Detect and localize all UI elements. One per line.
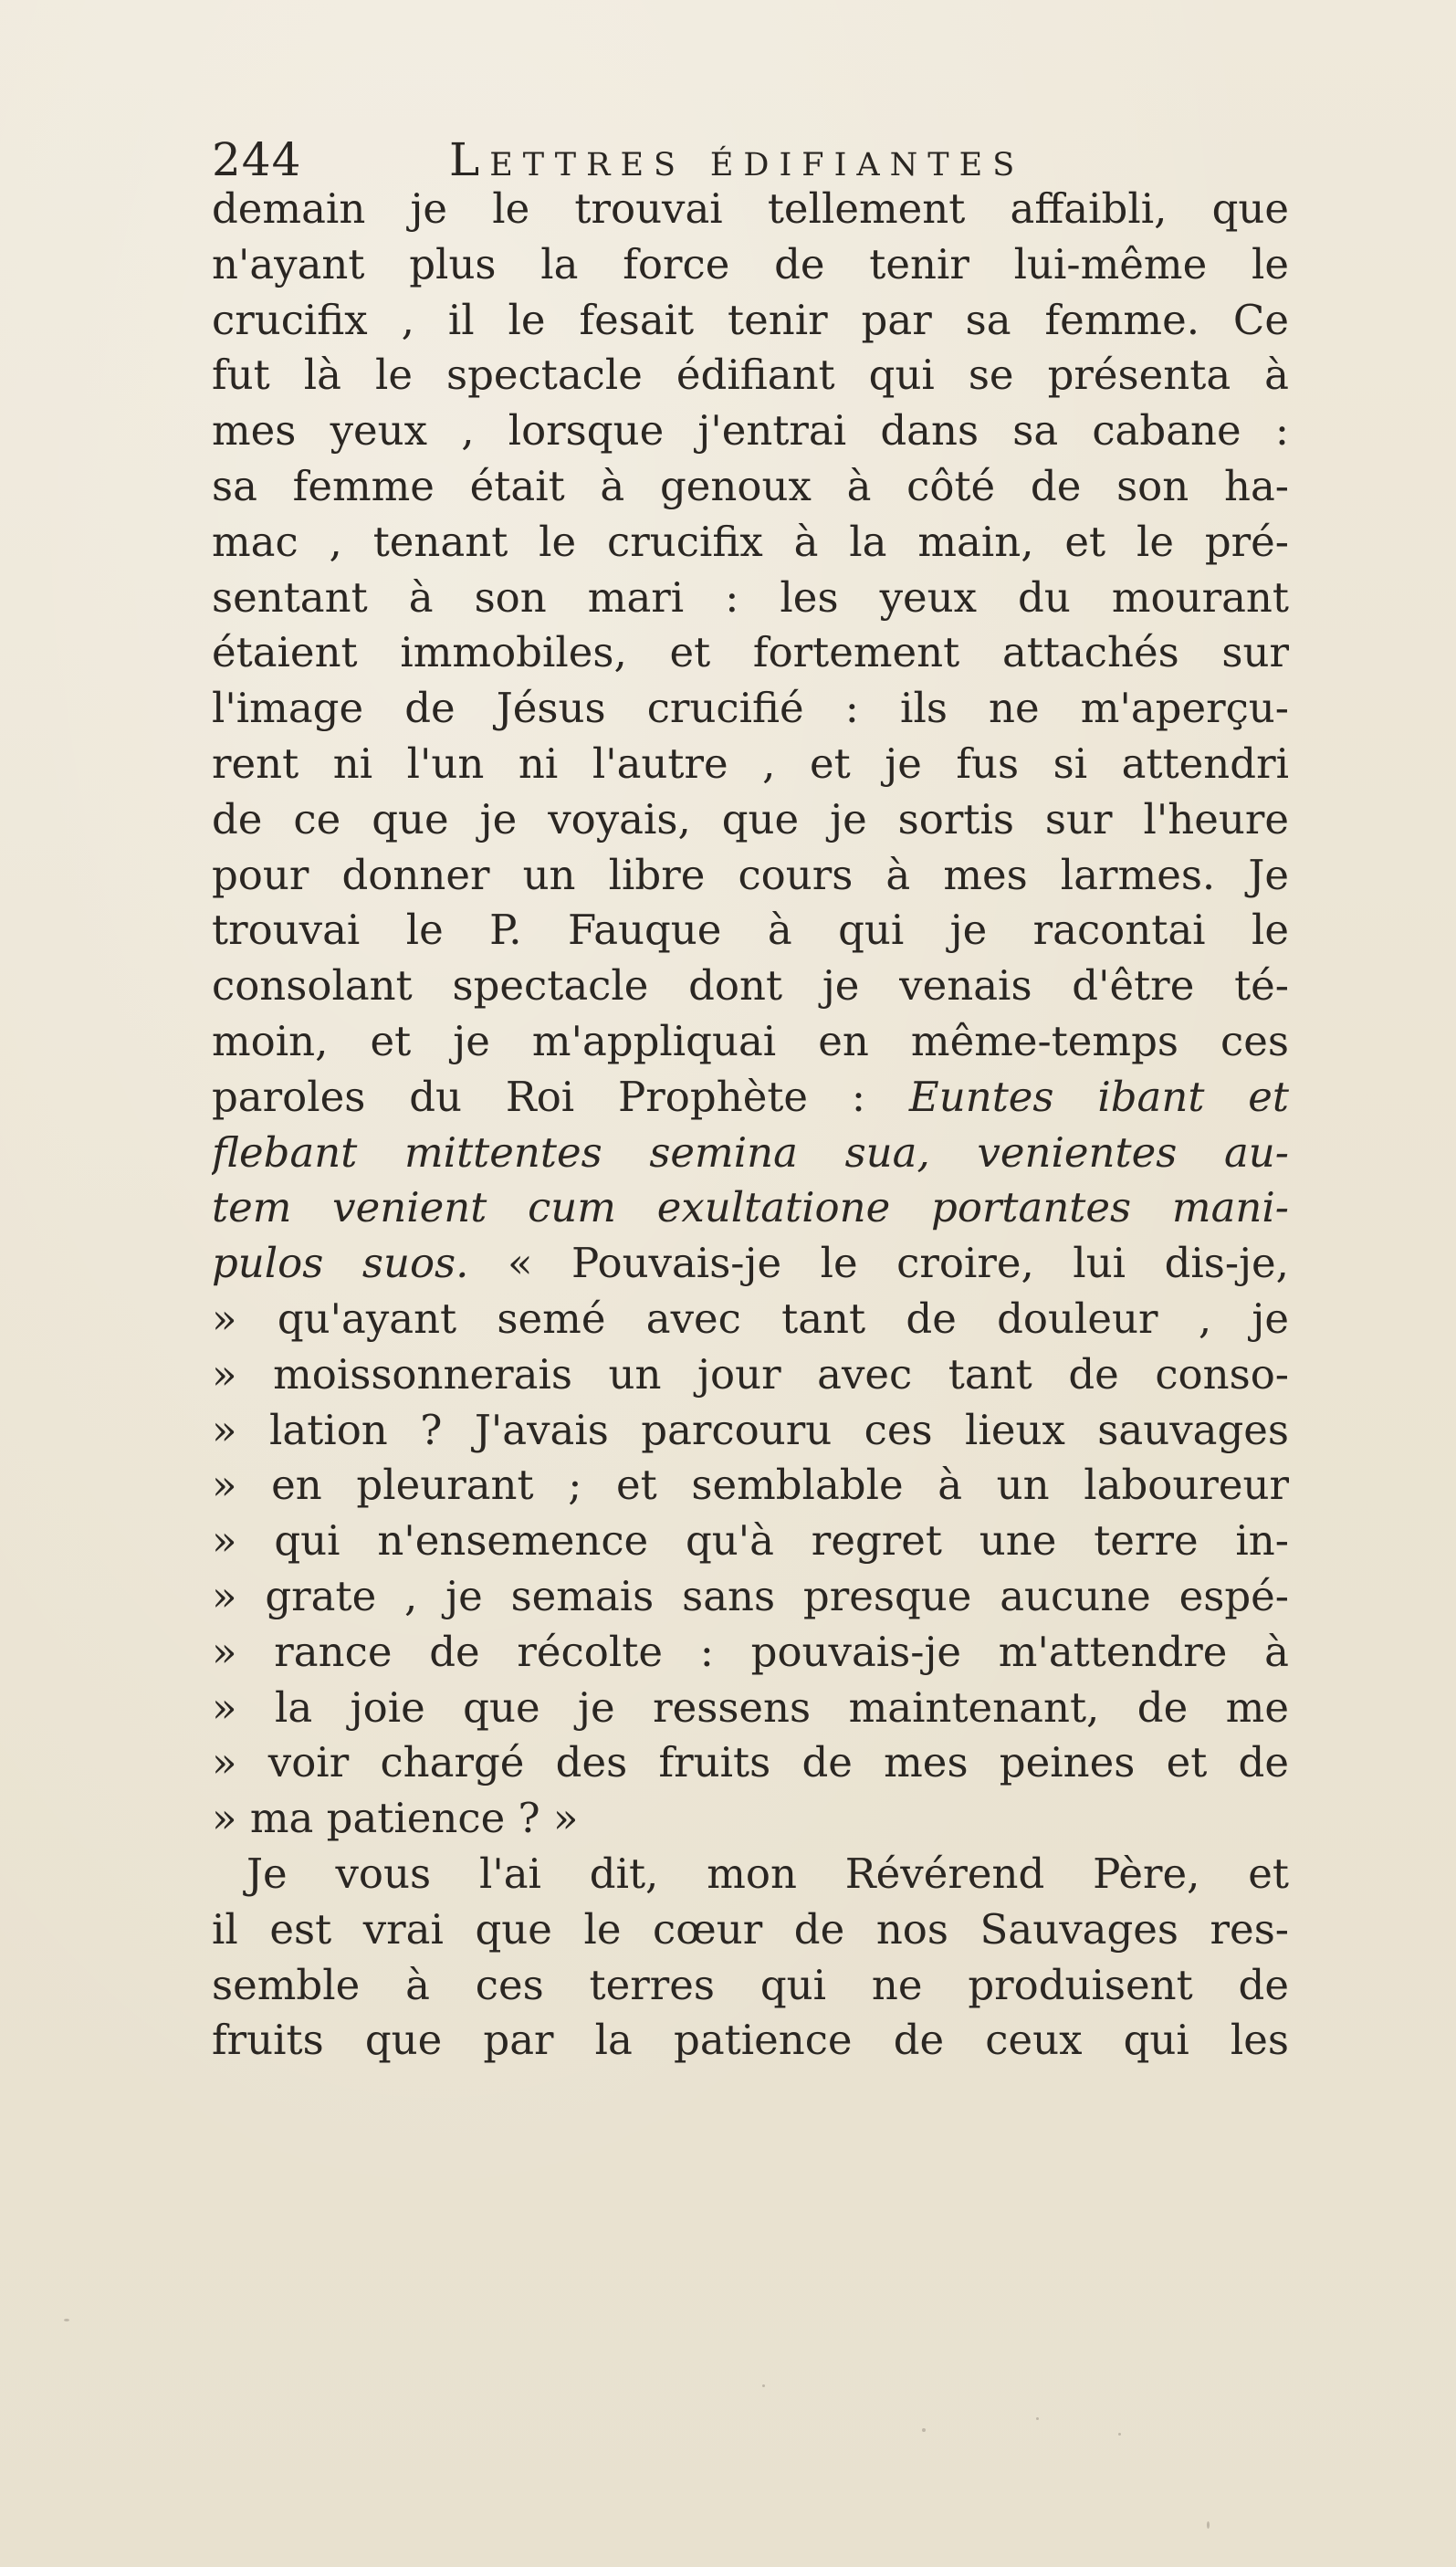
text-line: semble à ces terres qui ne produisent de (212, 1960, 1289, 2009)
text-line: fut là le spectacle édifiant qui se présenta à (212, 351, 1289, 400)
text-line: » en pleurant ; et semblable à un laboureur (212, 1461, 1289, 1510)
text-line: sentant à son mari : les yeux du mourant (212, 572, 1289, 622)
text-line: » ma patience ? » (212, 1794, 579, 1843)
page-number: 244 (212, 133, 302, 186)
text-line: » voir chargé des fruits de mes peines et de (212, 1738, 1289, 1787)
text-line: flebant mittentes semina sua, venientes au- (212, 1127, 1289, 1177)
text-line: mac , tenant le crucifix à la main, et le pré- (212, 517, 1289, 566)
paper-speck (762, 2384, 765, 2387)
text-line: tem venient cum exultatione portantes mani- (212, 1183, 1289, 1232)
text-line: fruits que par la patience de ceux qui les (212, 2016, 1289, 2065)
text-line: » qu'ayant semé avec tant de douleur , je (212, 1294, 1289, 1343)
text-line: » qui n'ensemence qu'à regret une terre in- (212, 1516, 1289, 1566)
text-line: étaient immobiles, et fortement attachés sur (212, 628, 1289, 677)
paper-speck (64, 2319, 69, 2321)
text-line: Je vous l'ai dit, mon Révérend Père, et (246, 1849, 1289, 1898)
text-line: il est vrai que le cœur de nos Sauvages res- (212, 1904, 1289, 1954)
text-line: » la joie que je ressens maintenant, de me (212, 1682, 1289, 1732)
text-line: » grate , je semais sans presque aucune espé- (212, 1571, 1289, 1620)
text-line: moin, et je m'appliquai en même-temps ces (212, 1016, 1289, 1065)
text-line: paroles du Roi Prophète : Euntes ibant et (212, 1072, 1289, 1121)
running-title: Lettres édifiantes (449, 133, 1025, 186)
text-line: pulos suos. « Pouvais-je le croire, lui dis-je, (212, 1239, 1289, 1288)
text-line: mes yeux , lorsque j'entrai dans sa cabane : (212, 406, 1289, 456)
text-line: crucifix , il le fesait tenir par sa femme. Ce (212, 295, 1289, 344)
body-text (212, 182, 1289, 2069)
text-line: de ce que je voyais, que je sortis sur l'heure (212, 794, 1289, 843)
text-line: » lation ? J'avais parcouru ces lieux sauvages (212, 1405, 1289, 1454)
text-line: consolant spectacle dont je venais d'être té- (212, 961, 1289, 1011)
paper-speck (1036, 2417, 1039, 2420)
text-line: n'ayant plus la force de tenir lui-même le (212, 239, 1289, 288)
text-line: » moissonnerais un jour avec tant de conso- (212, 1349, 1289, 1399)
paper-speck (922, 2428, 926, 2432)
text-line: sa femme était à genoux à côté de son ha- (212, 461, 1289, 510)
text-line: trouvai le P. Fauque à qui je racontai le (212, 906, 1289, 955)
text-line: demain je le trouvai tellement affaibli, que (212, 184, 1289, 233)
text-line: rent ni l'un ni l'autre , et je fus si attendri (212, 739, 1289, 788)
text-line: pour donner un libre cours à mes larmes. Je (212, 850, 1289, 899)
text-line: l'image de Jésus crucifié : ils ne m'aperçu- (212, 684, 1289, 733)
paper-speck (1118, 2433, 1121, 2436)
paper-speck (1207, 2521, 1210, 2529)
text-line: » rance de récolte : pouvais-je m'attendre à (212, 1627, 1289, 1676)
